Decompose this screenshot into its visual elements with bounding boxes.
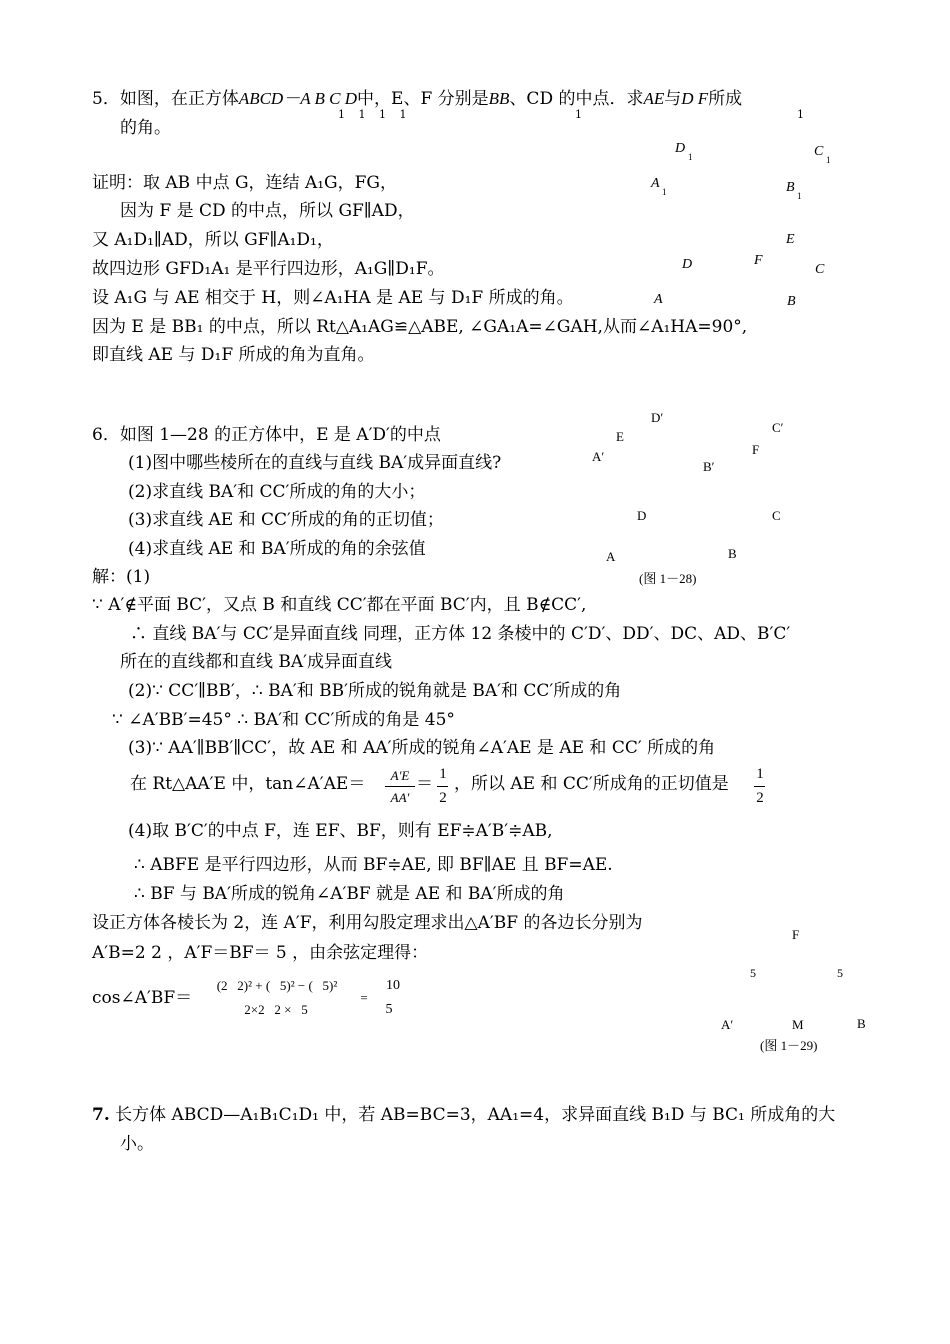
p5-fig-label-A1: A [651, 176, 660, 191]
p6-solution-line-6: (3)∵ AA′∥BB′∥CC′，故 AE 和 AA′所成的锐角∠A′AE 是 AE 和 CC′ 所成的角 [128, 738, 716, 758]
fig28-label-Bp: B′ [703, 459, 715, 474]
p7-number: 7. [92, 1105, 110, 1125]
p5-proof-line-6: 因为 E 是 BB₁ 的中点，所以 Rt△A₁AG≌△ABE, ∠GA₁A=∠GAH,从而∠A₁HA=90°, [92, 317, 748, 337]
p5-text-cd: 、CD 的中点．求 [509, 89, 644, 109]
p6-cos-denominator: 2×2 2 × 5 [244, 1002, 308, 1017]
fig29-label-5-right: 5 [837, 966, 843, 980]
p5-fig-label-B: B [787, 294, 796, 309]
p5-fig-label-C: C [815, 262, 825, 277]
fig29-label-B: B [857, 1016, 866, 1031]
p6-tan-fraction-bar [385, 786, 415, 787]
p6-tan-half-bar [437, 786, 448, 787]
p5-fig-label-D1: D [675, 141, 686, 156]
p6-tan-end-bar [754, 786, 765, 787]
p5-text-end: 所成 [708, 89, 743, 109]
p6-solution-line-8: (4)取 B′C′的中点 F，连 EF、BF，则有 EF≑A′B′≑AB, [128, 821, 553, 841]
p5-fig-label-B1: B [786, 180, 795, 195]
p6-tan-fraction-den: AA′ [390, 790, 410, 805]
p5-yu: 与 [664, 89, 682, 109]
p6-tan-half-num: 1 [439, 766, 447, 782]
p6-solution-line-3: 所在的直线都和直线 BA′成异面直线 [120, 652, 393, 672]
p6-question-1: (1)图中哪些棱所在的直线与直线 BA′成异面直线? [128, 453, 502, 473]
fig29-label-Ap: A′ [721, 1017, 734, 1032]
fig29-label-M: M [792, 1017, 804, 1032]
p5-df-subscript: 1 [797, 108, 804, 121]
p5-proof-line-4: 故四边形 GFD₁A₁ 是平行四边形，A₁G∥D₁F。 [92, 259, 445, 279]
fig28-label-D: D [637, 508, 647, 523]
p6-cos-result-num: 10 [386, 978, 400, 993]
p7-text: 长方体 ABCD—A₁B₁C₁D₁ 中，若 AB=BC=3，AA₁=4，求异面直线 B₁D 与 BC₁ 所成角的大 [115, 1105, 836, 1125]
p6-solution-line-9: ∴ ABFE 是平行四边形，从而 BF≑AE, 即 BF∥AE 且 BF=AE. [134, 855, 613, 875]
p6-tan-equals: ＝ [416, 774, 433, 794]
fig29-caption: (图 1－29) [760, 1038, 818, 1053]
problem-7-line-1 [92, 1104, 835, 1126]
p5-proof-line-1: 证明：取 AB 中点 G，连结 A₁G，FG， [92, 173, 398, 193]
p5-cube-name: ABCD－A B C D [238, 89, 358, 108]
p5-bb: BB [488, 89, 510, 108]
fig28-caption: (图 1－28) [639, 571, 697, 586]
p5-df: D F [681, 89, 709, 108]
p5-fig-label-E: E [786, 232, 795, 247]
p5-proof-line-7: 即直线 AE 与 D₁F 所成的角为直角。 [92, 345, 375, 365]
fig28-label-A: A [606, 549, 616, 564]
p5-fig-label-B1-sub: 1 [797, 191, 802, 201]
p5-fig-label-A: A [654, 292, 663, 307]
fig28-label-B: B [728, 546, 737, 561]
fig28-label-E: E [616, 429, 624, 444]
p6-cos-numerator: (2 2)² + ( 5)² − ( 5)² [216, 978, 338, 993]
p6-cos-result-den: 5 [385, 1002, 393, 1017]
p5-bb-subscript: 1 [575, 108, 582, 121]
fig29-label-5-left: 5 [750, 966, 756, 980]
p6-question-2: (2)求直线 BA′和 CC′所成的角的大小； [128, 482, 426, 502]
p6-solution-line-2: ∴ 直线 BA′与 CC′是异面直线 同理，正方体 12 条棱中的 C′D′、DD′、DC、AD、B′C′ [130, 624, 791, 644]
p6-solution-line-4: (2)∵ CC′∥BB′，∴ BA′和 BB′所成的锐角就是 BA′和 CC′所成的角 [128, 681, 622, 701]
fig28-label-Dp: D′ [651, 410, 664, 425]
p5-proof-line-5: 设 A₁G 与 AE 相交于 H，则∠A₁HA 是 AE 与 D₁F 所成的角。 [92, 288, 574, 308]
p6-solution-line-5: ∵ ∠A′BB′=45° ∴ BA′和 CC′所成的角是 45° [112, 710, 455, 730]
p5-text-mid: 中，E、F 分别是 [357, 89, 489, 109]
p6-tan-fraction-num: A′E [390, 768, 410, 783]
p6-cos-prefix: cos∠A′BF＝ [92, 988, 193, 1008]
p5-cube-subscripts: 1 1 1 1 [338, 108, 412, 121]
p6-solution-line-1: ∵ A′∉平面 BC′，又点 B 和直线 CC′都在平面 BC′内，且 B∉CC′, [92, 595, 587, 615]
p5-proof-line-2: 因为 F 是 CD 的中点，所以 GF∥AD， [120, 201, 415, 221]
p6-cos-equals: = [360, 990, 368, 1005]
p5-fig-label-F: F [754, 253, 763, 268]
p6-tan-end-den: 2 [756, 790, 764, 806]
p5-proof-line-3: 又 A₁D₁∥AD，所以 GF∥A₁D₁， [92, 230, 334, 250]
p6-tan-result-text: ，所以 AE 和 CC′所成角的正切值是 [454, 774, 729, 794]
fig28-label-F: F [752, 442, 760, 457]
problem-5-line-1 [92, 88, 742, 110]
fig28-label-Cp: C′ [772, 420, 784, 435]
fig29-label-F: F [792, 927, 800, 942]
p5-fig-label-A1-sub: 1 [662, 187, 667, 197]
p6-question-4: (4)求直线 AE 和 BA′所成的角的余弦值 [128, 539, 426, 559]
p6-solution-head: 解：(1) [92, 567, 151, 587]
p5-ae: AE [643, 89, 665, 108]
p6-tan-end-num: 1 [756, 766, 764, 782]
problem-5-line-2: 的角。 [120, 118, 171, 138]
p6-solution-line-10: ∴ BF 与 BA′所成的锐角∠A′BF 就是 AE 和 BA′所成的角 [134, 884, 565, 904]
p5-fig-label-D1-sub: 1 [688, 152, 693, 162]
p6-question-3: (3)求直线 AE 和 CC′所成的角的正切值； [128, 510, 444, 530]
p6-solution-line-12: A′B=2 2 ，A′F＝BF＝ 5 ，由余弦定理得： [92, 943, 429, 963]
p6-tan-prefix: 在 Rt△AA′E 中，tan∠A′AE＝ [130, 774, 366, 794]
p6-cos-fraction-bar [198, 997, 356, 998]
problem-7-line-2: 小。 [120, 1134, 154, 1154]
p5-fig-label-D: D [682, 257, 693, 272]
problem-6-title: 6．如图 1—28 的正方体中，E 是 A′D′的中点 [92, 425, 441, 445]
fig28-label-Ap: A′ [592, 449, 605, 464]
p6-solution-line-11: 设正方体各棱长为 2，连 A′F，利用勾股定理求出△A′BF 的各边长分别为 [92, 913, 643, 933]
p5-fig-label-C1-sub: 1 [826, 155, 831, 165]
p6-tan-half-den: 2 [439, 790, 447, 806]
p5-text-intro: 5．如图，在正方体 [92, 89, 239, 109]
fig28-label-C: C [772, 508, 781, 523]
p5-fig-label-C1: C [814, 144, 824, 159]
